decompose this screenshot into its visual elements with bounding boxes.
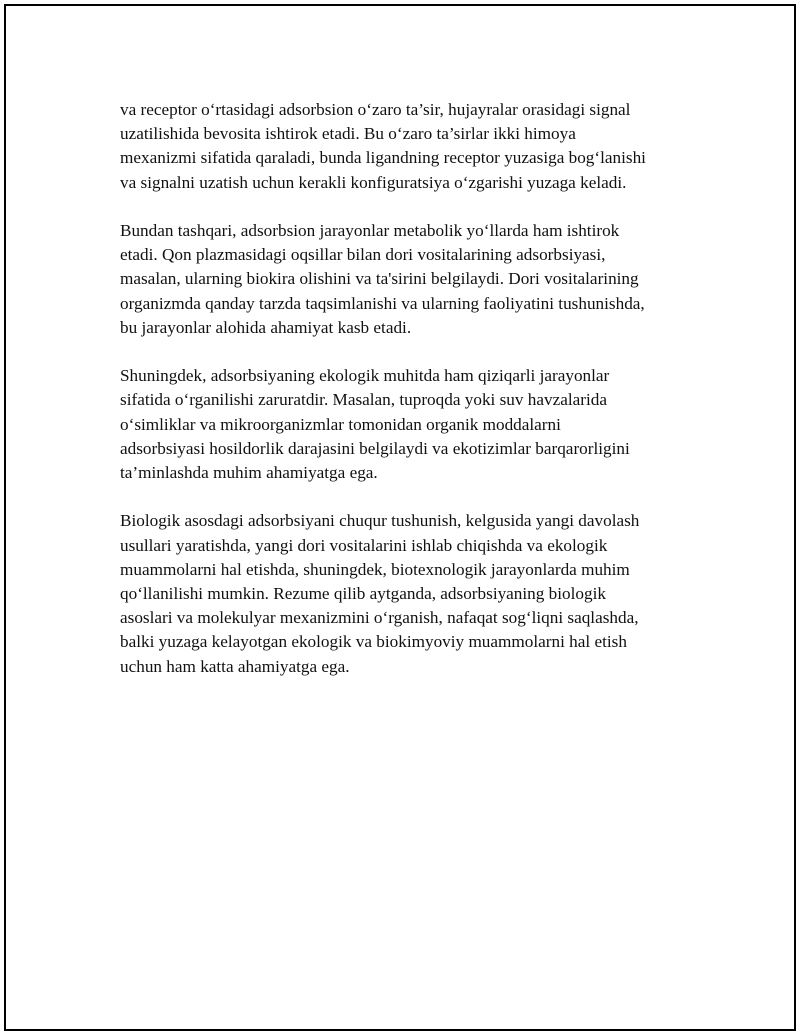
- paragraph: Shuningdek, adsorbsiyaning ekologik muhitda ham qiziqarli jarayonlar sifatida o‘rganilishi zaruratdir. Masalan, tuproqda yoki suv havzalarida o‘simliklar va mikroorganizmlar tomonidan organik moddalarni adsorbsiyasi hosildorlik darajasini belgilaydi va ekotizimlar barqarorligini ta’minlashda muhim ahamiyatga ega.: [120, 366, 630, 483]
- page-frame: [4, 4, 796, 1031]
- paragraph: Bundan tashqari, adsorbsion jarayonlar metabolik yo‘llarda ham ishtirok etadi. Qon plazmasidagi oqsillar bilan dori vositalarining adsorbsiyasi, masalan, ularning biokira olishini va ta'sirini belgilaydi. Dori vositalarining organizmda qanday tarzda taqsimlanishi va ularning faoliyatini tushunishda, bu jarayonlar alohida ahamiyat kasb etadi.: [120, 221, 645, 337]
- paragraph: va receptor o‘rtasidagi adsorbsion o‘zaro ta’sir, hujayralar orasidagi signal uzatilishida bevosita ishtirok etadi. Bu o‘zaro ta’sirlar ikki himoya mexanizmi sifatida qaraladi, bunda ligandning receptor yuzasiga bog‘lanishi va signalni uzatish uchun kerakli konfiguratsiya o‘zgarishi yuzaga keladi.: [120, 100, 646, 192]
- paragraph: Biologik asosdagi adsorbsiyani chuqur tushunish, kelgusida yangi davolash usullari yaratishda, yangi dori vositalarini ishlab chiqishda va ekologik muammolarni hal etishda, shuningdek, biotexnologik jarayonlarda muhim qo‘llanilishi mumkin. Rezume qilib aytganda, adsorbsiyaning biologik asoslari va molekulyar mexanizmini o‘rganish, nafaqat sog‘liqni saqlashda, balki yuzaga kelayotgan ekologik va biokimyoviy muammolarni hal etish uchun ham katta ahamiyatga ega.: [120, 511, 640, 676]
- document-body: [120, 98, 720, 703]
